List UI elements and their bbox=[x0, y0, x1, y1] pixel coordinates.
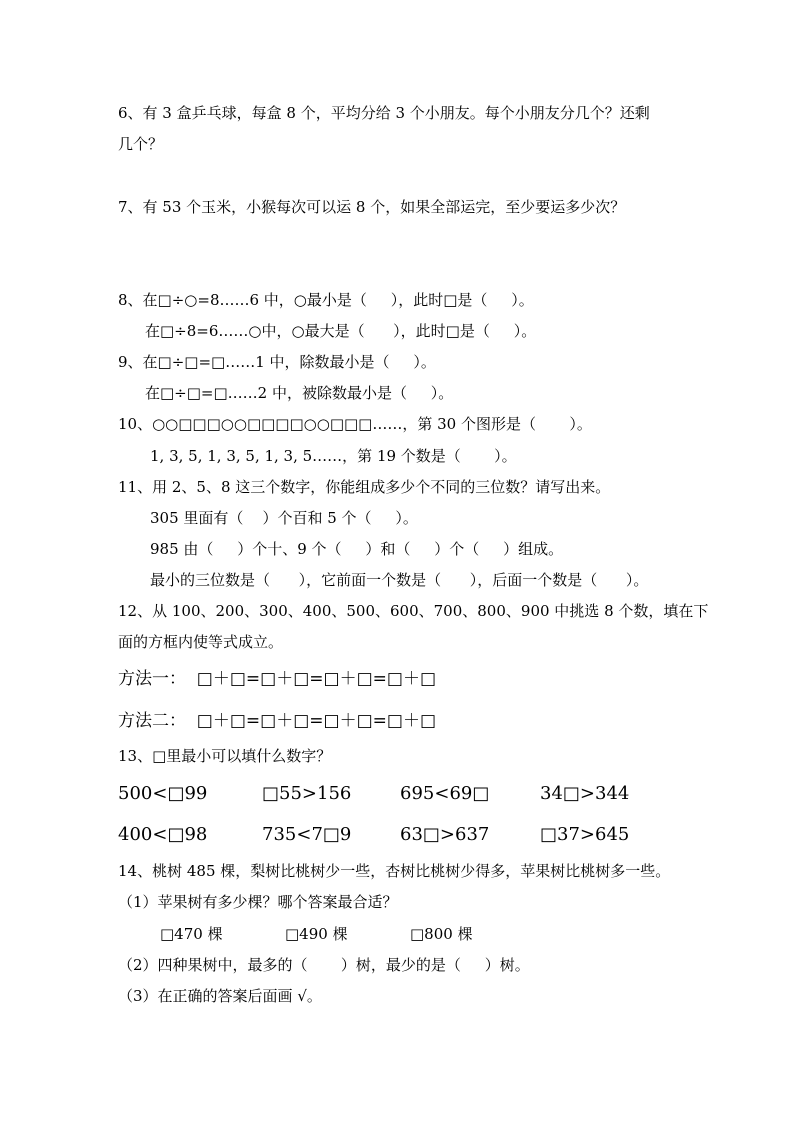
question-12-method-1: 方法一： □＋□=□＋□=□＋□=□＋□ bbox=[118, 669, 437, 689]
question-13-item: □55>156 bbox=[262, 783, 352, 804]
question-13-item: 63□>637 bbox=[400, 824, 490, 845]
question-14-sub-3: （3）在正确的答案后面画 √。 bbox=[118, 987, 322, 1005]
question-6-line-2: 几个？ bbox=[118, 135, 164, 153]
question-11-line-3: 985 由（ ）个十、9 个（ ）和（ ）个（ ）组成。 bbox=[150, 540, 564, 558]
question-10-line-2: 1, 3, 5, 1, 3, 5, 1, 3, 5……，第 19 个数是（ ）。 bbox=[150, 447, 517, 465]
question-9-line-2: 在□÷□=□……2 中，被除数最小是（ ）。 bbox=[145, 384, 454, 402]
question-14-title: 14、桃树 485 棵，梨树比桃树少一些，杏树比桃树少得多，苹果树比桃树多一些。 bbox=[118, 862, 671, 880]
question-9-line-1: 9、在□÷□=□……1 中，除数最小是（ ）。 bbox=[118, 353, 436, 371]
question-11-line-4: 最小的三位数是（ ），它前面一个数是（ ），后面一个数是（ ）。 bbox=[150, 571, 649, 589]
question-12-method-2: 方法二： □＋□=□＋□=□＋□=□＋□ bbox=[118, 711, 437, 731]
question-14-option: □490 棵 bbox=[285, 925, 348, 943]
question-13-item: 735<7□9 bbox=[262, 824, 352, 845]
question-7-line-1: 7、有 53 个玉米，小猴每次可以运 8 个，如果全部运完，至少要运多少次？ bbox=[118, 198, 626, 216]
question-12-line-2: 面的方框内使等式成立。 bbox=[118, 633, 284, 651]
question-11-line-2: 305 里面有（ ）个百和 5 个（ ）。 bbox=[150, 509, 418, 527]
question-13-item: 400<□98 bbox=[118, 824, 208, 845]
question-8-line-2: 在□÷8=6……○中，○最大是（ ），此时□是（ ）。 bbox=[145, 322, 537, 340]
question-11-line-1: 11、用 2、5、8 这三个数字，你能组成多少个不同的三位数？请写出来。 bbox=[118, 478, 611, 496]
question-14-sub-1: （1）苹果树有多少棵？哪个答案最合适？ bbox=[118, 893, 398, 911]
question-12-line-1: 12、从 100、200、300、400、500、600、700、800、900 中挑选 8 个数，填在下 bbox=[118, 602, 709, 620]
question-14-option: □800 棵 bbox=[410, 925, 473, 943]
question-13-item: 695<69□ bbox=[400, 783, 490, 804]
question-13-item: 34□>344 bbox=[540, 783, 630, 804]
question-14-option: □470 棵 bbox=[160, 925, 223, 943]
question-13-item: 500<□99 bbox=[118, 783, 208, 804]
question-8-line-1: 8、在□÷○=8……6 中，○最小是（ ），此时□是（ ）。 bbox=[118, 291, 534, 309]
question-13-item: □37>645 bbox=[540, 824, 630, 845]
question-14-sub-2: （2）四种果树中，最多的（ ）树，最少的是（ ）树。 bbox=[118, 956, 530, 974]
question-6-line-1: 6、有 3 盒乒乓球，每盒 8 个，平均分给 3 个小朋友。每个小朋友分几个？还剩 bbox=[118, 104, 650, 122]
question-10-line-1: 10、○○□□□○○□□□□○○□□□……，第 30 个图形是（ ）。 bbox=[118, 415, 592, 433]
question-13-title: 13、□里最小可以填什么数字？ bbox=[118, 747, 332, 765]
